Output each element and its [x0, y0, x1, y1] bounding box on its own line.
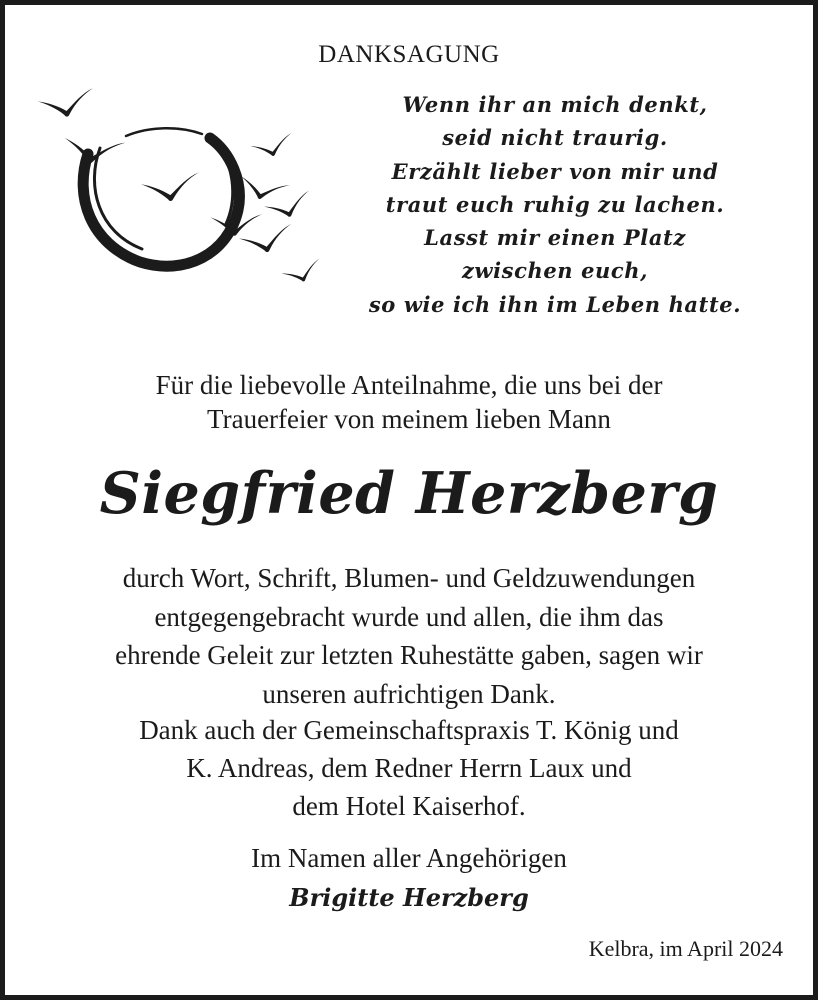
intro-line: Trauerfeier von meinem lieben Mann: [207, 404, 611, 434]
intro-line: Für die liebevolle Anteilnahme, die uns bei der: [155, 370, 663, 400]
thanks-paragraph: [0, 559, 818, 713]
poem: [320, 88, 790, 321]
place-date: Kelbra, im April 2024: [588, 936, 783, 961]
on-behalf-text: Im Namen aller Angehörigen: [251, 843, 567, 873]
poem-line: Erzählt lieber von mir und: [391, 158, 719, 184]
thanks-line: unseren aufrichtigen Dank.: [262, 678, 556, 709]
additional-thanks-line: K. Andreas, dem Redner Herrn Laux und: [186, 753, 632, 783]
thanks-line: ehrende Geleit zur letzten Ruhestätte gaben, sagen wir: [115, 640, 703, 670]
on-behalf-line: [0, 839, 818, 877]
additional-thanks-line: Dank auch der Gemeinschaftspraxis T. König und: [139, 715, 679, 745]
poem-line: Wenn ihr an mich denkt,: [402, 92, 708, 117]
signer-name: Brigitte Herzberg: [289, 883, 529, 912]
poem-line: seid nicht traurig.: [442, 125, 668, 151]
poem-line: zwischen euch,: [461, 258, 649, 284]
moon-birds-illustration: [30, 86, 330, 296]
intro-paragraph: [0, 368, 818, 436]
thanks-line: entgegengebracht wurde und allen, die ihm das: [154, 601, 664, 632]
poem-line: Lasst mir einen Platz: [424, 225, 686, 251]
additional-thanks-line: dem Hotel Kaiserhof.: [292, 791, 526, 821]
additional-thanks-paragraph: [0, 711, 818, 825]
deceased-name: Siegfried Herzberg: [99, 460, 719, 527]
notice-heading: DANKSAGUNG: [318, 41, 500, 68]
poem-line: traut euch ruhig zu lachen.: [385, 191, 725, 217]
thanks-line: durch Wort, Schrift, Blumen- und Geldzuwendungen: [122, 563, 696, 593]
poem-line: so wie ich ihn im Leben hatte.: [368, 291, 742, 317]
